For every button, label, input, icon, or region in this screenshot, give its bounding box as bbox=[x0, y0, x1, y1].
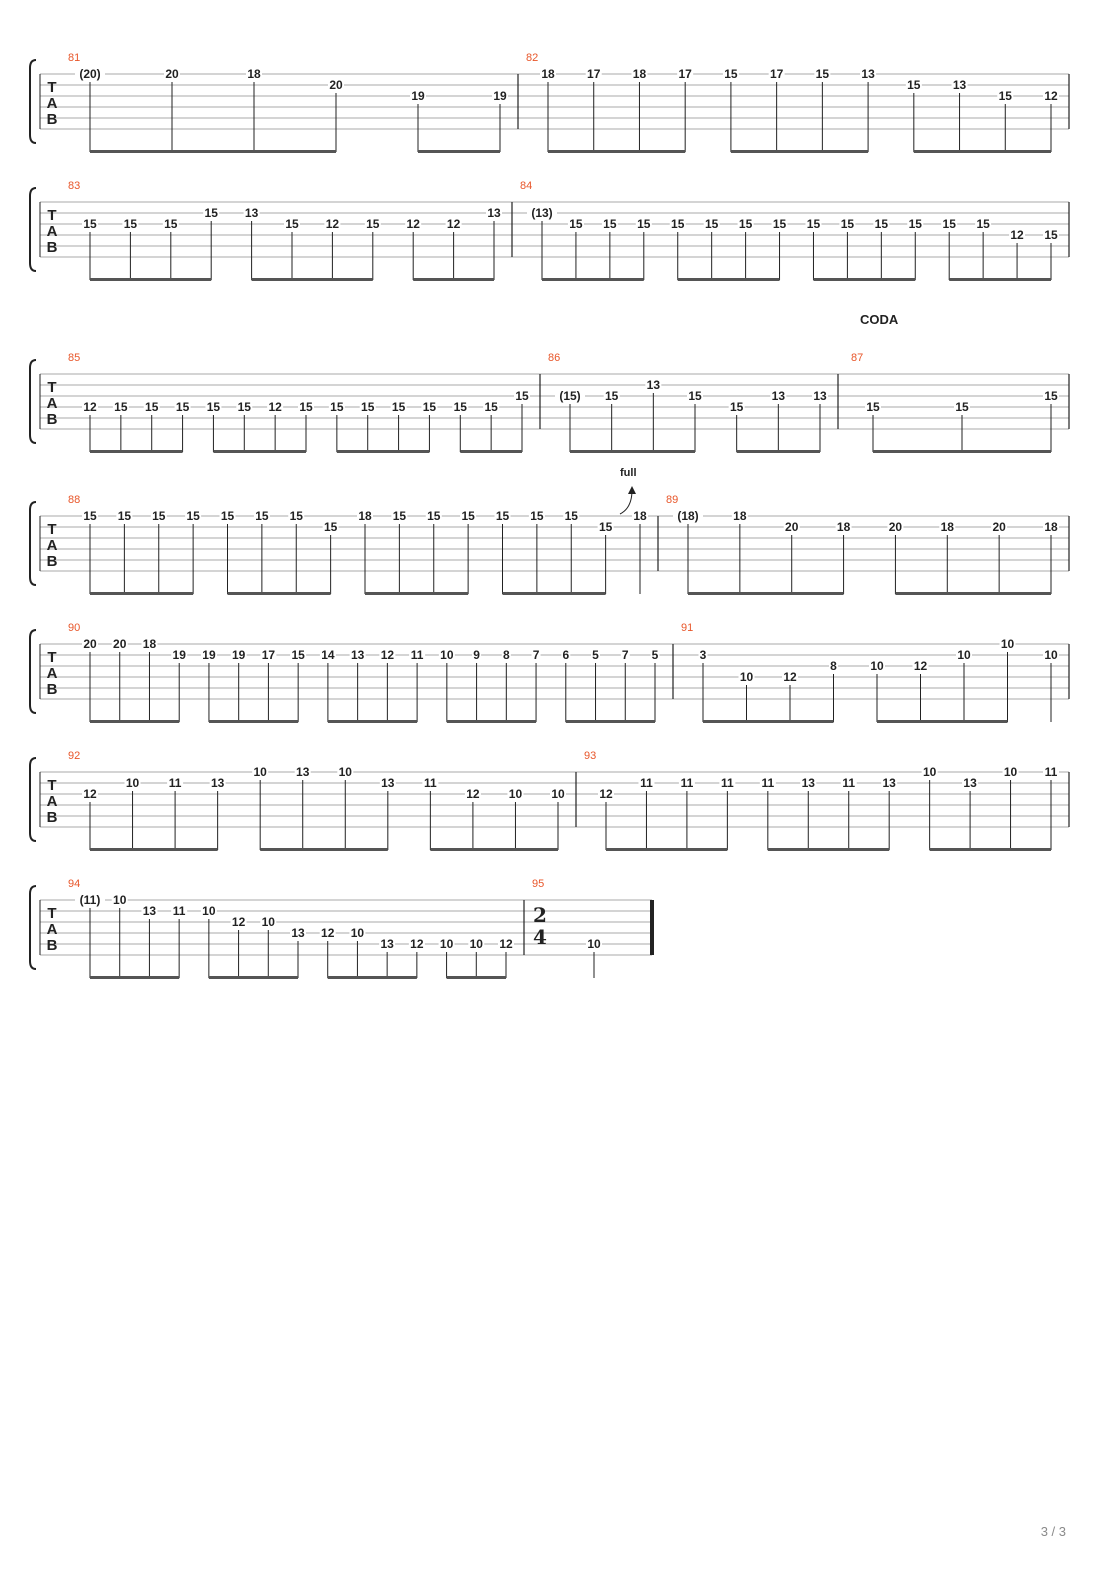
fret-number: 11 bbox=[721, 776, 734, 790]
page-number: 3 / 3 bbox=[1040, 1524, 1066, 1539]
fret-number: 10 bbox=[261, 915, 275, 929]
measure bbox=[548, 352, 838, 453]
tab-system bbox=[30, 180, 1069, 281]
beam bbox=[430, 848, 558, 851]
beam bbox=[328, 976, 417, 979]
fret-number: 12 bbox=[321, 926, 335, 940]
fret-number: 15 bbox=[186, 509, 200, 523]
time-signature-numerator: 2 bbox=[533, 903, 547, 927]
beam bbox=[365, 592, 468, 595]
fret-number: 15 bbox=[117, 509, 132, 523]
fret-number: 11 bbox=[410, 648, 424, 662]
fret-number: 12 bbox=[1010, 228, 1024, 242]
fret-number: 12 bbox=[446, 217, 461, 231]
beam bbox=[570, 450, 695, 453]
fret-number: 15 bbox=[976, 217, 990, 231]
fret-number: 18 bbox=[142, 637, 157, 651]
fret-number: 15 bbox=[422, 400, 437, 414]
measure bbox=[68, 750, 576, 851]
tab-clef-letter: A bbox=[46, 223, 58, 240]
fret-number: 15 bbox=[206, 400, 221, 414]
fret-number: 15 bbox=[175, 400, 190, 414]
fret-number: 13 bbox=[142, 904, 157, 918]
fret-number: 11 bbox=[424, 776, 437, 790]
fret-number: 12 bbox=[783, 670, 797, 684]
fret-number: 18 bbox=[733, 509, 747, 523]
tab-system bbox=[30, 878, 652, 979]
measure-number: 88 bbox=[68, 494, 81, 506]
fret-number: 13 bbox=[210, 776, 225, 790]
fret-number: 12 bbox=[913, 659, 928, 673]
tab-system bbox=[30, 750, 1069, 851]
fret-number: 15 bbox=[569, 217, 583, 231]
tab-system bbox=[30, 494, 1069, 595]
beam bbox=[413, 278, 494, 281]
fret-number: 15 bbox=[942, 217, 956, 231]
measure-number: 87 bbox=[851, 352, 864, 364]
fret-number: 10 bbox=[338, 765, 352, 779]
fret-number: 15 bbox=[724, 67, 738, 81]
measure bbox=[68, 52, 518, 153]
fret-number: 12 bbox=[380, 648, 395, 662]
beam bbox=[418, 150, 500, 153]
fret-number: 13 bbox=[381, 776, 395, 790]
fret-number: 20 bbox=[785, 520, 799, 534]
bend-label: full bbox=[620, 467, 637, 479]
fret-number: 12 bbox=[599, 787, 613, 801]
tab-clef-letter: T bbox=[47, 777, 57, 794]
fret-number: 19 bbox=[202, 648, 216, 662]
fret-number: 15 bbox=[955, 400, 969, 414]
measure-number: 84 bbox=[520, 180, 533, 192]
system-bracket bbox=[30, 758, 36, 841]
fret-number: 15 bbox=[392, 509, 407, 523]
fret-number: 13 bbox=[291, 926, 305, 940]
beam bbox=[503, 592, 606, 595]
beam bbox=[90, 150, 336, 153]
tab-clef-letter: A bbox=[46, 793, 58, 810]
tab-clef-letter: T bbox=[47, 207, 57, 224]
tab-clef-letter: T bbox=[47, 905, 57, 922]
beam bbox=[260, 848, 388, 851]
fret-number: 15 bbox=[998, 89, 1012, 103]
beam bbox=[949, 278, 1051, 281]
system-bracket bbox=[30, 886, 36, 969]
fret-number: 12 bbox=[1044, 89, 1058, 103]
fret-number: 13 bbox=[963, 776, 977, 790]
fret-number: 15 bbox=[237, 400, 251, 414]
tab-clef-letter: A bbox=[46, 537, 58, 554]
system-bracket bbox=[30, 502, 36, 585]
fret-number: (18) bbox=[677, 509, 699, 523]
fret-number: 10 bbox=[202, 904, 216, 918]
tab-clef-letter: T bbox=[47, 649, 57, 666]
bend-arrowhead bbox=[628, 486, 636, 494]
tab-clef-letter: A bbox=[46, 665, 58, 682]
fret-number: 10 bbox=[587, 937, 601, 951]
fret-number: 11 bbox=[640, 776, 653, 790]
tab-clef-letter: T bbox=[47, 379, 57, 396]
fret-number: 15 bbox=[772, 217, 787, 231]
beam bbox=[930, 848, 1051, 851]
fret-number: 15 bbox=[323, 520, 338, 534]
fret-number: 12 bbox=[499, 937, 513, 951]
fret-number: 15 bbox=[204, 206, 218, 220]
fret-number: 18 bbox=[1044, 520, 1058, 534]
measure-number: 95 bbox=[532, 878, 545, 890]
fret-number: 20 bbox=[329, 78, 343, 92]
fret-number: 3 bbox=[699, 648, 707, 662]
beam bbox=[566, 720, 655, 723]
fret-number: 20 bbox=[113, 637, 127, 651]
fret-number: 19 bbox=[411, 89, 425, 103]
fret-number: 12 bbox=[231, 915, 246, 929]
fret-number: 15 bbox=[299, 400, 313, 414]
final-barline bbox=[650, 900, 654, 955]
fret-number: 10 bbox=[253, 765, 267, 779]
beam bbox=[813, 278, 915, 281]
beam bbox=[337, 450, 430, 453]
fret-number: 15 bbox=[598, 520, 613, 534]
fret-number: 18 bbox=[836, 520, 851, 534]
fret-number: 15 bbox=[907, 78, 921, 92]
fret-number: 18 bbox=[633, 509, 647, 523]
fret-number: 15 bbox=[530, 509, 544, 523]
measure-number: 93 bbox=[584, 750, 597, 762]
fret-number: 8 bbox=[502, 648, 510, 662]
measure-number: 91 bbox=[681, 622, 694, 634]
fret-number: 13 bbox=[771, 389, 786, 403]
measure-number: 86 bbox=[548, 352, 561, 364]
fret-number: 10 bbox=[922, 765, 937, 779]
fret-number: 6 bbox=[562, 648, 570, 662]
fret-number: 13 bbox=[861, 67, 875, 81]
beam bbox=[688, 592, 844, 595]
fret-number: 11 bbox=[680, 776, 694, 790]
fret-number: 13 bbox=[350, 648, 365, 662]
fret-number: 15 bbox=[391, 400, 406, 414]
fret-number: 12 bbox=[406, 217, 420, 231]
fret-number: 10 bbox=[113, 893, 127, 907]
system-bracket bbox=[30, 188, 36, 271]
fret-number: 11 bbox=[761, 776, 775, 790]
measure-number: 82 bbox=[526, 52, 539, 64]
beam bbox=[328, 720, 417, 723]
fret-number: 12 bbox=[325, 217, 340, 231]
beam bbox=[213, 450, 306, 453]
fret-number: 18 bbox=[541, 67, 555, 81]
fret-number: 20 bbox=[165, 67, 179, 81]
fret-number: 19 bbox=[493, 89, 507, 103]
fret-number: 11 bbox=[1044, 765, 1058, 779]
fret-number: (15) bbox=[559, 389, 581, 403]
fret-number: 15 bbox=[603, 217, 617, 231]
fret-number: 10 bbox=[125, 776, 140, 790]
beam bbox=[209, 976, 298, 979]
beam bbox=[873, 450, 1051, 453]
fret-number: 13 bbox=[487, 206, 501, 220]
fret-number: 13 bbox=[244, 206, 259, 220]
fret-number: 13 bbox=[813, 389, 827, 403]
fret-number: 10 bbox=[870, 659, 884, 673]
beam bbox=[678, 278, 780, 281]
fret-number: 15 bbox=[427, 509, 441, 523]
fret-number: 15 bbox=[289, 509, 303, 523]
fret-number: 10 bbox=[350, 926, 365, 940]
fret-number: 15 bbox=[671, 217, 685, 231]
beam bbox=[90, 848, 218, 851]
fret-number: 10 bbox=[551, 787, 565, 801]
fret-number: 15 bbox=[255, 509, 269, 523]
fret-number: 20 bbox=[888, 520, 903, 534]
beam bbox=[914, 150, 1051, 153]
fret-number: 15 bbox=[564, 509, 578, 523]
fret-number: 13 bbox=[801, 776, 815, 790]
coda-label: CODA bbox=[860, 312, 899, 327]
fret-number: 15 bbox=[145, 400, 159, 414]
fret-number: 15 bbox=[220, 509, 235, 523]
time-signature-denominator: 4 bbox=[533, 925, 547, 949]
fret-number: 13 bbox=[646, 378, 661, 392]
fret-number: 15 bbox=[866, 400, 880, 414]
measure bbox=[68, 180, 512, 281]
measure bbox=[68, 622, 673, 723]
fret-number: 18 bbox=[632, 67, 647, 81]
fret-number: 15 bbox=[83, 217, 97, 231]
tab-clef-letter: B bbox=[46, 937, 58, 954]
fret-number: 17 bbox=[678, 67, 692, 81]
fret-number: 11 bbox=[172, 904, 186, 918]
fret-number: 18 bbox=[247, 67, 261, 81]
system-bracket bbox=[30, 60, 36, 143]
beam bbox=[447, 976, 506, 979]
fret-number: 15 bbox=[840, 217, 855, 231]
fret-number: 15 bbox=[637, 217, 651, 231]
fret-number: 15 bbox=[291, 648, 305, 662]
fret-number: 15 bbox=[484, 400, 498, 414]
fret-number: 13 bbox=[296, 765, 310, 779]
fret-number: 15 bbox=[1044, 228, 1058, 242]
measure-number: 94 bbox=[68, 878, 81, 890]
tab-clef-letter: A bbox=[46, 95, 58, 112]
fret-number: 10 bbox=[439, 937, 454, 951]
beam bbox=[90, 450, 183, 453]
fret-number: 8 bbox=[830, 659, 837, 673]
fret-number: 15 bbox=[453, 400, 467, 414]
fret-number: 15 bbox=[285, 217, 299, 231]
fret-number: 11 bbox=[168, 776, 182, 790]
tab-clef-letter: B bbox=[46, 681, 58, 698]
tab-clef-letter: T bbox=[47, 79, 57, 96]
fret-number: 10 bbox=[440, 648, 454, 662]
measure bbox=[68, 494, 658, 595]
fret-number: 15 bbox=[874, 217, 889, 231]
fret-number: 19 bbox=[172, 648, 186, 662]
beam bbox=[90, 278, 211, 281]
tab-clef-letter: B bbox=[46, 411, 58, 428]
fret-number: 17 bbox=[587, 67, 601, 81]
beam bbox=[90, 976, 179, 979]
beam bbox=[90, 592, 193, 595]
measure bbox=[532, 878, 652, 978]
beam bbox=[737, 450, 820, 453]
fret-number: 15 bbox=[114, 400, 128, 414]
tab-system bbox=[30, 52, 1069, 153]
fret-number: 15 bbox=[815, 67, 830, 81]
fret-number: (20) bbox=[79, 67, 101, 81]
fret-number: 17 bbox=[261, 648, 276, 662]
fret-number: 15 bbox=[461, 509, 475, 523]
fret-number: 10 bbox=[957, 648, 971, 662]
system-bracket bbox=[30, 360, 36, 443]
fret-number: 7 bbox=[532, 648, 540, 662]
measure bbox=[666, 494, 1069, 595]
fret-number: 15 bbox=[604, 389, 619, 403]
beam bbox=[548, 150, 685, 153]
fret-number: 20 bbox=[992, 520, 1006, 534]
fret-number: 17 bbox=[769, 67, 784, 81]
fret-number: 13 bbox=[952, 78, 967, 92]
fret-number: 15 bbox=[1044, 389, 1058, 403]
fret-number: 9 bbox=[473, 648, 480, 662]
beam bbox=[252, 278, 373, 281]
fret-number: 10 bbox=[508, 787, 523, 801]
measure-number: 83 bbox=[68, 180, 81, 192]
measure bbox=[584, 750, 1069, 851]
beam bbox=[606, 848, 727, 851]
fret-number: 10 bbox=[1003, 765, 1018, 779]
fret-number: (13) bbox=[531, 206, 553, 220]
measure bbox=[520, 180, 1069, 281]
fret-number: 10 bbox=[739, 670, 754, 684]
fret-number: 12 bbox=[410, 937, 424, 951]
measure-number: 92 bbox=[68, 750, 81, 762]
beam bbox=[895, 592, 1051, 595]
tab-system bbox=[30, 622, 1069, 723]
fret-number: 15 bbox=[704, 217, 719, 231]
tab-clef-letter: A bbox=[46, 395, 58, 412]
fret-number: 15 bbox=[806, 217, 821, 231]
beam bbox=[209, 720, 298, 723]
beam bbox=[228, 592, 331, 595]
fret-number: 18 bbox=[940, 520, 954, 534]
fret-number: 15 bbox=[495, 509, 510, 523]
fret-number: 12 bbox=[466, 787, 480, 801]
fret-number: 15 bbox=[152, 509, 166, 523]
tab-clef-letter: B bbox=[46, 111, 58, 128]
tab-clef-letter: B bbox=[46, 809, 58, 826]
tab-clef-letter: B bbox=[46, 553, 58, 570]
measure bbox=[526, 52, 1069, 153]
beam bbox=[542, 278, 644, 281]
fret-number: 15 bbox=[729, 400, 744, 414]
fret-number: 7 bbox=[621, 648, 629, 662]
measure-number: 89 bbox=[666, 494, 679, 506]
beam bbox=[460, 450, 522, 453]
fret-number: 12 bbox=[83, 787, 97, 801]
fret-number: 10 bbox=[1000, 637, 1015, 651]
fret-number: 5 bbox=[651, 648, 659, 662]
measure-number: 81 bbox=[68, 52, 81, 64]
tab-clef-letter: B bbox=[46, 239, 58, 256]
fret-number: 15 bbox=[83, 509, 97, 523]
fret-number: 13 bbox=[380, 937, 394, 951]
measure bbox=[68, 878, 524, 979]
fret-number: 15 bbox=[361, 400, 375, 414]
fret-number: 18 bbox=[358, 509, 372, 523]
fret-number: 11 bbox=[842, 776, 856, 790]
fret-number: 19 bbox=[232, 648, 246, 662]
measure-number: 85 bbox=[68, 352, 81, 364]
fret-number: 13 bbox=[882, 776, 896, 790]
tab-clef-letter: T bbox=[47, 521, 57, 538]
measure bbox=[68, 352, 540, 453]
fret-number: 15 bbox=[330, 400, 344, 414]
fret-number: 14 bbox=[321, 648, 335, 662]
tab-system bbox=[30, 352, 1069, 453]
fret-number: 15 bbox=[123, 217, 138, 231]
beam bbox=[90, 720, 179, 723]
beam bbox=[731, 150, 868, 153]
beam bbox=[703, 720, 834, 723]
fret-number: (11) bbox=[79, 893, 101, 907]
fret-number: 10 bbox=[1044, 648, 1058, 662]
fret-number: 10 bbox=[469, 937, 483, 951]
measure-number: 90 bbox=[68, 622, 81, 634]
beam bbox=[877, 720, 1008, 723]
fret-number: 15 bbox=[515, 389, 529, 403]
system-bracket bbox=[30, 630, 36, 713]
beam bbox=[447, 720, 536, 723]
fret-number: 12 bbox=[83, 400, 97, 414]
fret-number: 5 bbox=[592, 648, 599, 662]
tab-clef-letter: A bbox=[46, 921, 58, 938]
fret-number: 15 bbox=[908, 217, 922, 231]
fret-number: 15 bbox=[738, 217, 753, 231]
fret-number: 20 bbox=[83, 637, 97, 651]
fret-number: 15 bbox=[688, 389, 702, 403]
fret-number: 12 bbox=[268, 400, 282, 414]
fret-number: 15 bbox=[164, 217, 178, 231]
measure bbox=[681, 622, 1069, 723]
beam bbox=[768, 848, 889, 851]
fret-number: 15 bbox=[366, 217, 380, 231]
measure bbox=[851, 352, 1069, 453]
